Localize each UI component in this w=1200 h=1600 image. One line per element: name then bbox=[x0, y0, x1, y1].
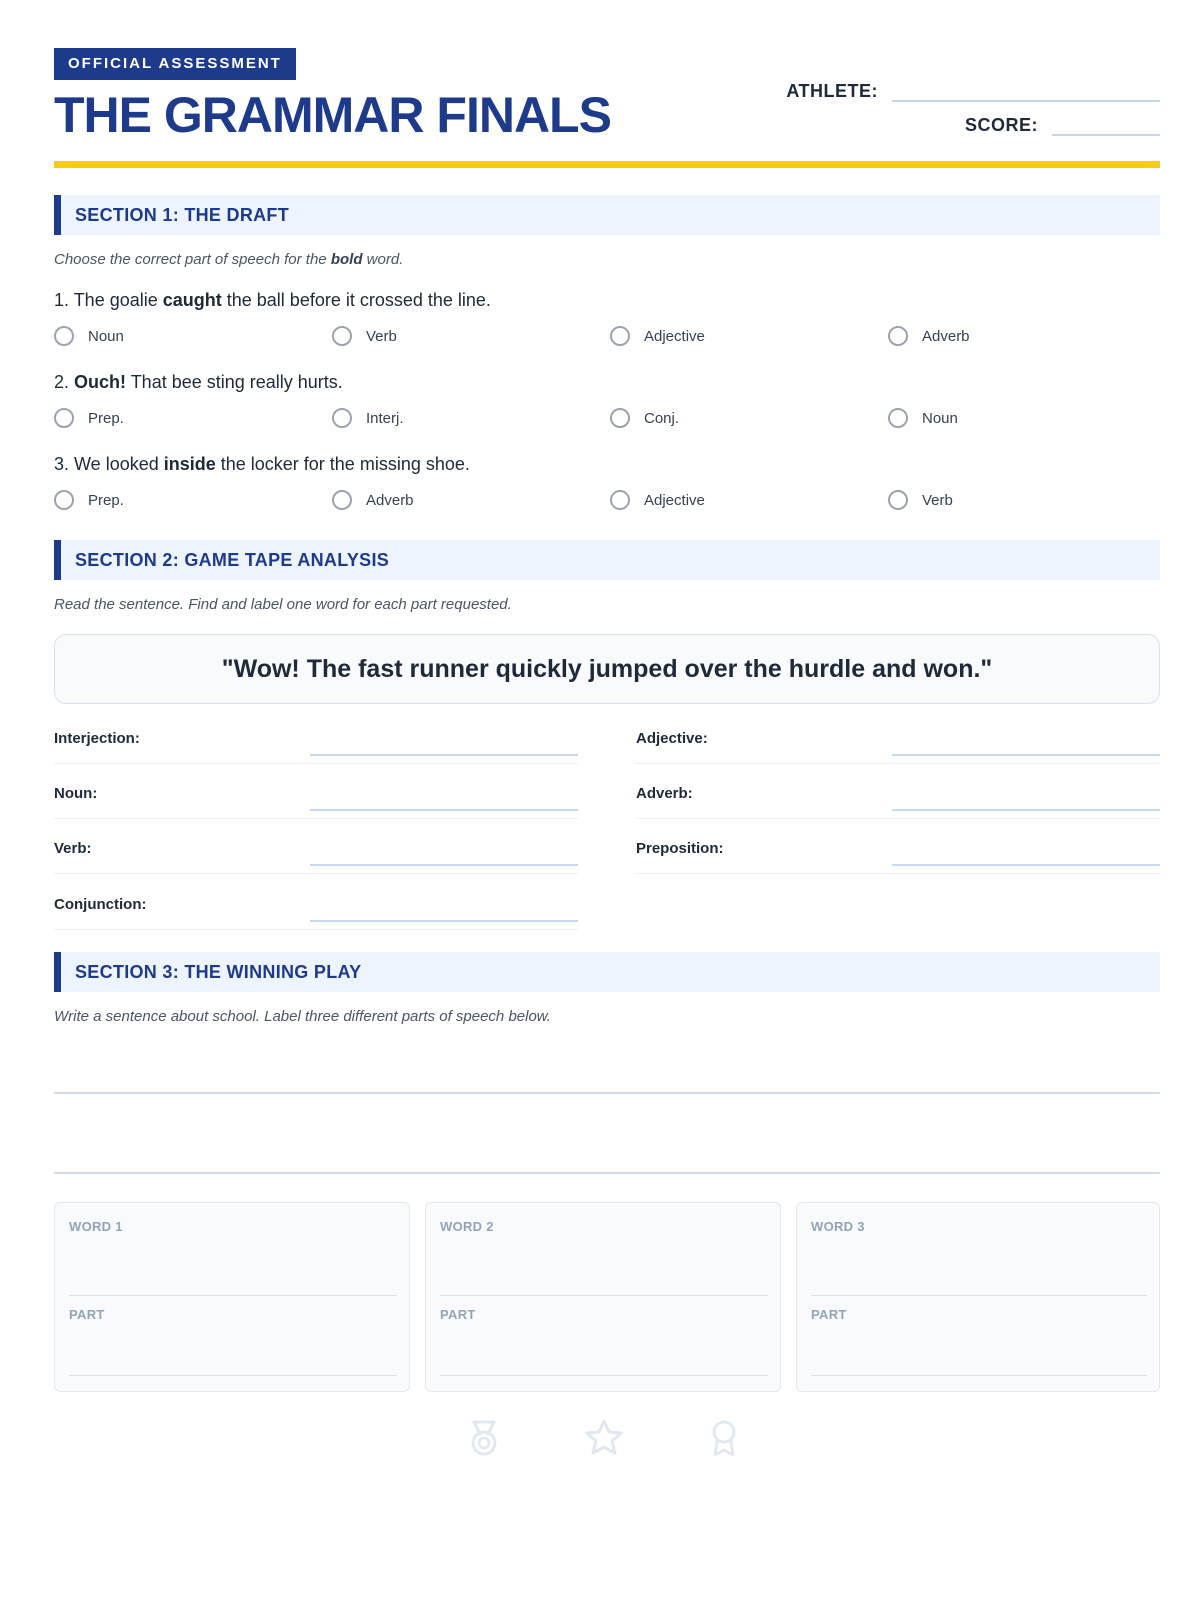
field-label: Adjective: bbox=[636, 730, 708, 747]
part-input-line[interactable] bbox=[811, 1375, 1147, 1376]
section-1-title: SECTION 1: THE DRAFT bbox=[75, 205, 290, 225]
option-radio[interactable] bbox=[54, 408, 124, 428]
field-preposition bbox=[636, 828, 1160, 874]
option-radio[interactable] bbox=[54, 326, 124, 346]
instruction-bold: bold bbox=[330, 251, 363, 268]
field-interjection bbox=[54, 718, 578, 764]
question-text: 2. bbox=[54, 372, 75, 392]
answer-line[interactable] bbox=[310, 754, 578, 756]
radio-circle-icon[interactable] bbox=[610, 408, 630, 428]
field-adjective bbox=[636, 718, 1160, 764]
instruction-text-end: word. bbox=[362, 251, 404, 268]
option-label: Verb bbox=[922, 491, 953, 509]
radio-circle-icon[interactable] bbox=[54, 490, 74, 510]
option-radio[interactable] bbox=[888, 490, 953, 510]
answer-line[interactable] bbox=[892, 809, 1160, 811]
question-2-options bbox=[54, 408, 1160, 432]
score-label: SCORE: bbox=[964, 115, 1038, 135]
section-2-title: SECTION 2: GAME TAPE ANALYSIS bbox=[75, 550, 390, 570]
part-input-line[interactable] bbox=[440, 1375, 768, 1376]
word-card-1 bbox=[54, 1202, 410, 1392]
answer-line[interactable] bbox=[310, 809, 578, 811]
question-text-end: the ball before it crossed the line. bbox=[221, 290, 491, 310]
option-label: Prep. bbox=[88, 409, 124, 427]
word-input-line[interactable] bbox=[440, 1295, 768, 1296]
field-label: Preposition: bbox=[636, 840, 724, 857]
score-row bbox=[965, 112, 1160, 136]
option-radio[interactable] bbox=[610, 326, 705, 346]
field-label: Conjunction: bbox=[54, 896, 147, 913]
part-label: PART bbox=[69, 1307, 105, 1322]
question-3-options bbox=[54, 490, 1160, 514]
option-label: Verb bbox=[366, 327, 397, 345]
part-label: PART bbox=[811, 1307, 847, 1322]
option-radio[interactable] bbox=[888, 326, 970, 346]
word-card-2 bbox=[425, 1202, 781, 1392]
question-text: 1. The goalie bbox=[54, 290, 163, 310]
option-radio[interactable] bbox=[332, 490, 414, 510]
worksheet-page bbox=[54, 0, 1160, 1600]
option-radio[interactable] bbox=[610, 490, 705, 510]
answer-line[interactable] bbox=[892, 754, 1160, 756]
question-target-word: Ouch! bbox=[74, 372, 127, 392]
word-label: WORD 3 bbox=[811, 1219, 865, 1234]
official-assessment-badge: OFFICIAL ASSESSMENT bbox=[54, 48, 296, 80]
word-label: WORD 2 bbox=[440, 1219, 494, 1234]
question-3 bbox=[54, 454, 470, 475]
option-radio[interactable] bbox=[332, 408, 404, 428]
section-1-instruction bbox=[54, 251, 403, 268]
header-divider bbox=[54, 161, 1160, 168]
question-1-options bbox=[54, 326, 1160, 350]
question-text-end: That bee sting really hurts. bbox=[126, 372, 343, 392]
option-label: Conj. bbox=[644, 409, 680, 427]
radio-circle-icon[interactable] bbox=[888, 326, 908, 346]
option-label: Adjective bbox=[644, 491, 705, 509]
part-input-line[interactable] bbox=[69, 1375, 397, 1376]
athlete-label: ATHLETE: bbox=[786, 81, 878, 101]
athlete-row bbox=[786, 78, 1160, 102]
section-3-instruction: Write a sentence about school. Label three different parts of speech below. bbox=[54, 1008, 551, 1025]
star-icon bbox=[584, 1418, 624, 1458]
field-label: Noun: bbox=[54, 785, 98, 802]
option-radio[interactable] bbox=[54, 490, 124, 510]
option-label: Prep. bbox=[88, 491, 124, 509]
field-label: Verb: bbox=[54, 840, 92, 857]
section-2-instruction: Read the sentence. Find and label one word for each part requested. bbox=[54, 596, 512, 613]
athlete-input-line[interactable] bbox=[892, 78, 1160, 102]
field-adverb bbox=[636, 773, 1160, 819]
option-label: Adverb bbox=[366, 491, 414, 509]
option-label: Adverb bbox=[922, 327, 970, 345]
field-conjunction bbox=[54, 884, 578, 930]
word-card-3 bbox=[796, 1202, 1160, 1392]
field-label: Adverb: bbox=[636, 785, 693, 802]
radio-circle-icon[interactable] bbox=[610, 326, 630, 346]
question-1 bbox=[54, 290, 491, 311]
radio-circle-icon[interactable] bbox=[888, 490, 908, 510]
medal-icon bbox=[464, 1418, 504, 1458]
field-verb bbox=[54, 828, 578, 874]
question-target-word: caught bbox=[162, 290, 222, 310]
radio-circle-icon[interactable] bbox=[54, 408, 74, 428]
writing-line-1[interactable] bbox=[54, 1092, 1160, 1094]
option-radio[interactable] bbox=[610, 408, 679, 428]
answer-line[interactable] bbox=[892, 864, 1160, 866]
answer-line[interactable] bbox=[310, 920, 578, 922]
radio-circle-icon[interactable] bbox=[610, 490, 630, 510]
page-title: THE GRAMMAR FINALS bbox=[54, 87, 611, 143]
award-ribbon-icon bbox=[704, 1418, 744, 1458]
field-label: Interjection: bbox=[54, 730, 140, 747]
option-label: Noun bbox=[88, 327, 124, 345]
answer-line[interactable] bbox=[310, 864, 578, 866]
word-label: WORD 1 bbox=[69, 1219, 123, 1234]
part-label: PART bbox=[440, 1307, 476, 1322]
section-1-heading bbox=[54, 195, 1160, 235]
word-input-line[interactable] bbox=[69, 1295, 397, 1296]
option-label: Interj. bbox=[366, 409, 404, 427]
instruction-text: Choose the correct part of speech for the bbox=[54, 251, 331, 268]
question-2 bbox=[54, 372, 343, 393]
option-radio[interactable] bbox=[888, 408, 958, 428]
score-input-line[interactable] bbox=[1052, 112, 1160, 136]
question-target-word: inside bbox=[163, 454, 216, 474]
word-input-line[interactable] bbox=[811, 1295, 1147, 1296]
analysis-sentence: "Wow! The fast runner quickly jumped over the hurdle and won." bbox=[54, 634, 1160, 704]
section-2-heading bbox=[54, 540, 1160, 580]
writing-line-2[interactable] bbox=[54, 1172, 1160, 1174]
radio-circle-icon[interactable] bbox=[888, 408, 908, 428]
radio-circle-icon[interactable] bbox=[332, 490, 352, 510]
radio-circle-icon[interactable] bbox=[332, 326, 352, 346]
question-text: 3. We looked bbox=[54, 454, 164, 474]
radio-circle-icon[interactable] bbox=[332, 408, 352, 428]
section-3-heading bbox=[54, 952, 1160, 992]
option-label: Adjective bbox=[644, 327, 705, 345]
section-3-title: SECTION 3: THE WINNING PLAY bbox=[75, 962, 362, 982]
field-noun bbox=[54, 773, 578, 819]
radio-circle-icon[interactable] bbox=[54, 326, 74, 346]
question-text-end: the locker for the missing shoe. bbox=[215, 454, 470, 474]
option-label: Noun bbox=[922, 409, 958, 427]
option-radio[interactable] bbox=[332, 326, 397, 346]
